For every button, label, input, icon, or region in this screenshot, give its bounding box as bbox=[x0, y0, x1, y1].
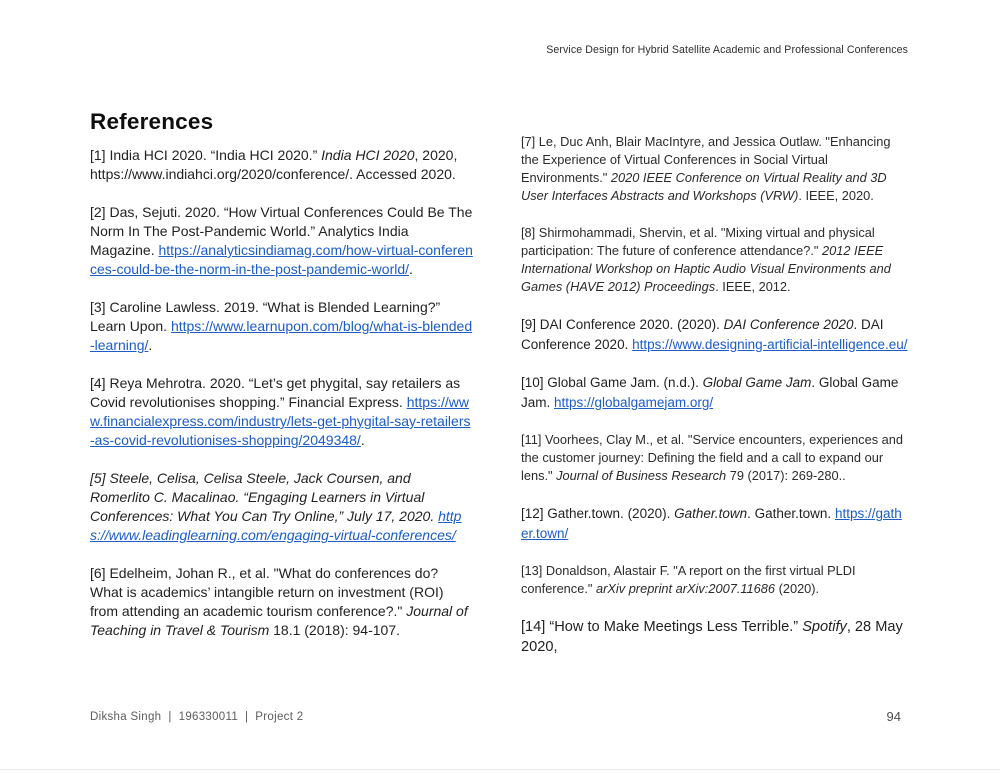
reference-text: Global Game Jam bbox=[702, 375, 812, 390]
reference-text: . DAI Conference 2020. bbox=[521, 317, 884, 352]
reference-item bbox=[90, 469, 473, 545]
reference-text: . bbox=[148, 337, 153, 353]
reference-link[interactable]: https://gather.town/ bbox=[521, 506, 902, 541]
reference-text: arXiv preprint arXiv:2007.11686 bbox=[595, 581, 776, 596]
reference-text: Journal of Teaching in Travel & Tourism bbox=[90, 603, 468, 638]
reference-item bbox=[521, 562, 908, 598]
references-columns bbox=[90, 133, 908, 676]
reference-text: [1] India HCI 2020. “India HCI 2020.” bbox=[90, 147, 322, 163]
references-column-left bbox=[90, 133, 473, 676]
reference-text: 2012 IEEE International Workshop on Haptic Audio Visual Environments and Games (HAVE 2012) Proceedings bbox=[521, 243, 891, 294]
reference-text: , 28 May 2020, bbox=[521, 619, 903, 655]
reference-link[interactable]: https://www.designing-artificial-intelligence.eu/ bbox=[632, 336, 908, 352]
reference-link[interactable]: https://analyticsindiamag.com/how-virtual-conferences-could-be-the-norm-in-the-post-pandemic-world/ bbox=[90, 242, 473, 277]
reference-text: [7] Le, Duc Anh, Blair MacIntyre, and Jessica Outlaw. "Enhancing the Experience of Virtual Conferences in Social Virtual Environments." bbox=[521, 134, 891, 185]
reference-link[interactable]: https://www.financialexpress.com/industry/lets-get-phygital-say-retailers-as-covid-revolutionises-shopping/2049348/ bbox=[90, 394, 471, 448]
running-header-title: Service Design for Hybrid Satellite Academic and Professional Conferences bbox=[546, 44, 908, 56]
reference-text: [9] DAI Conference 2020. (2020). bbox=[521, 317, 724, 332]
reference-item bbox=[90, 564, 473, 640]
reference-text: [8] Shirmohammadi, Shervin, et al. "Mixing virtual and physical participation: The future of conference attendance?." bbox=[521, 225, 875, 258]
reference-text: [4] Reya Mehrotra. 2020. “Let’s get phygital, say retailers as Covid revolutionises shopping.” Financial Express. bbox=[90, 375, 461, 410]
reference-item bbox=[90, 146, 473, 184]
reference-text: . bbox=[409, 261, 413, 277]
reference-item bbox=[90, 298, 473, 355]
reference-text: [12] Gather.town. (2020). bbox=[521, 506, 675, 521]
reference-text: [14] “How to Make Meetings Less Terrible.” bbox=[521, 619, 803, 635]
reference-link[interactable]: https://globalgamejam.org/ bbox=[554, 394, 714, 410]
reference-text: Gather.town bbox=[674, 506, 748, 521]
reference-text: . Gather.town. bbox=[747, 506, 835, 521]
reference-text: DAI Conference 2020 bbox=[723, 317, 854, 332]
reference-text: . IEEE, 2012. bbox=[715, 279, 791, 294]
reference-item bbox=[521, 504, 908, 543]
reference-text: . bbox=[360, 432, 365, 448]
references-column-right bbox=[521, 133, 908, 676]
reference-text: 2020 IEEE Conference on Virtual Reality and 3D User Interfaces Abstracts and Workshops (VRW) bbox=[521, 170, 887, 203]
reference-text: . IEEE, 2020. bbox=[798, 188, 874, 203]
reference-item bbox=[521, 315, 908, 354]
reference-link[interactable]: https://www.learnupon.com/blog/what-is-blended-learning/ bbox=[90, 318, 473, 353]
reference-link[interactable]: https://www.leadinglearning.com/engaging-virtual-conferences/ bbox=[90, 508, 462, 543]
reference-text: [10] Global Game Jam. (n.d.). bbox=[521, 375, 703, 390]
reference-text: [3] Caroline Lawless. 2019. “What is Blended Learning?” Learn Upon. bbox=[90, 299, 441, 334]
reference-text: . Global Game Jam. bbox=[521, 375, 899, 410]
reference-item bbox=[521, 617, 908, 657]
reference-item bbox=[521, 224, 908, 296]
reference-text: [5] Steele, Celisa, Celisa Steele, Jack Coursen, and Romerlito C. Macalinao. “Engaging Learners in Virtual Conferences: What You Can Try Online,” July 17, 2020. bbox=[90, 470, 439, 524]
reference-text: , 2020, https://www.indiahci.org/2020/conference/. Accessed 2020. bbox=[90, 147, 458, 182]
reference-text: India HCI 2020 bbox=[321, 147, 415, 163]
reference-text: [13] Donaldson, Alastair F. "A report on the first virtual PLDI conference." bbox=[521, 563, 856, 596]
reference-text: [11] Voorhees, Clay M., et al. "Service encounters, experiences and the customer journey: Defining the field and a call to expand our lens." bbox=[521, 432, 904, 483]
page-number: 94 bbox=[886, 709, 901, 724]
reference-text: [2] Das, Sejuti. 2020. “How Virtual Conferences Could Be The Norm In The Post-Pandemic World.” Analytics India Magazine. bbox=[90, 204, 473, 258]
page-bottom-divider bbox=[0, 769, 1000, 770]
reference-text: Journal of Business Research bbox=[556, 468, 727, 483]
reference-item bbox=[521, 133, 908, 205]
footer-author-info: Diksha Singh | 196330011 | Project 2 bbox=[90, 711, 304, 723]
reference-text: (2020). bbox=[775, 581, 820, 596]
reference-item bbox=[521, 431, 908, 485]
reference-text: 79 (2017): 269-280.. bbox=[726, 468, 846, 483]
reference-text: Spotify bbox=[802, 619, 847, 635]
reference-text: [6] Edelheim, Johan R., et al. "What do conferences do? What is academics’ intangible return on investment (ROI) from attending an academic tourism conference?." bbox=[90, 565, 444, 619]
reference-item bbox=[90, 203, 473, 279]
reference-item bbox=[521, 373, 908, 412]
page-title: References bbox=[90, 109, 214, 135]
reference-text: 18.1 (2018): 94-107. bbox=[269, 622, 400, 638]
reference-item bbox=[90, 374, 473, 450]
